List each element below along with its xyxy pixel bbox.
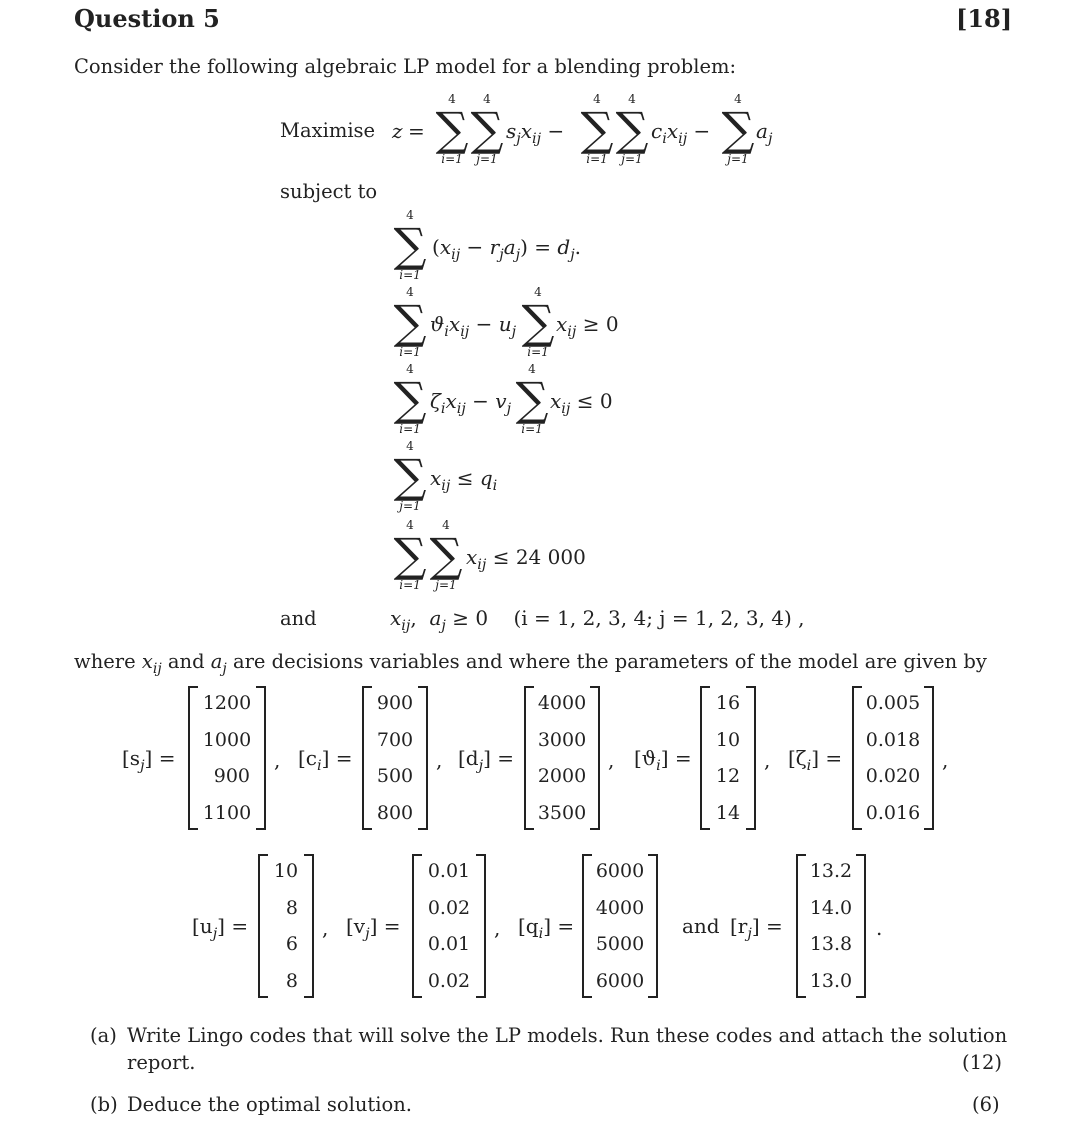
r-label: $[r_j]$ =	[730, 914, 783, 943]
constraint-2: 4 ∑ i=1 $ϑ_ix_{ij} - u_j$ 4 ∑ i=1 $x_{ij} \ge 0$	[393, 285, 619, 359]
u-label: $[u_j]$ =	[192, 914, 249, 943]
constraint-1: 4 ∑ i=1 $(x_{ij} - r_ja_j) = d_j$.	[393, 208, 582, 282]
maximise-label: Maximise	[280, 119, 376, 142]
s-label: $[s_j]$ =	[122, 746, 176, 775]
theta-label: $[ϑ_i]$ =	[634, 746, 692, 775]
zeta-label: $[\zeta_i]$ =	[788, 746, 843, 775]
question-marks: [18]	[956, 4, 1013, 33]
question-title: Question 5	[74, 4, 220, 33]
where-text: where $x_{ij}$ and $a_j$ are decisions variables and where the parameters of the model are given by	[74, 650, 987, 677]
c-label: $[c_i]$ =	[298, 746, 353, 775]
part-a-text-2: report.	[127, 1051, 196, 1074]
d-matrix: 4000 3000 2000 3500	[524, 686, 600, 830]
d-label: $[d_j]$ =	[458, 746, 514, 775]
part-a-marks: (12)	[962, 1051, 1003, 1074]
q-matrix: 6000 4000 5000 6000	[582, 854, 658, 998]
nonnegativity: $x_{ij}$, $a_j \ge 0$ (i = 1, 2, 3, 4; j = 1, 2, 3, 4) ,	[390, 606, 805, 635]
q-label: $[q_i]$ =	[518, 914, 575, 943]
s-matrix: 1200 1000 900 1100	[188, 686, 266, 830]
intro-text: Consider the following algebraic LP model for a blending problem:	[74, 55, 737, 78]
zeta-matrix: 0.005 0.018 0.020 0.016	[852, 686, 934, 830]
part-b-marks: (6)	[972, 1093, 1000, 1116]
r-matrix: 13.2 14.0 13.8 13.0	[796, 854, 866, 998]
subject-to-label: subject to	[280, 180, 378, 203]
part-b-label: (b)	[90, 1093, 118, 1116]
and-word: and	[682, 914, 720, 938]
objective-function: z = 4 ∑ i=1 4 ∑ j=1 $s_jx_{ij}$ − 4 ∑ i=1 4 ∑ j=1 $c_ix_{ij}$ − 4 ∑ j=1 $a_j$	[392, 92, 773, 166]
constraint-3: 4 ∑ i=1 $\zeta_ix_{ij} - v_j$ 4 ∑ i=1 $x_{ij} \le 0$	[393, 362, 613, 436]
constraint-4: 4 ∑ j=1 $x_{ij} \le q_i$	[393, 439, 498, 513]
and-label: and	[280, 607, 317, 630]
v-label: $[v_j]$ =	[346, 914, 401, 943]
constraint-5: 4 ∑ i=1 4 ∑ j=1 $x_{ij} \le 24$ 000	[393, 518, 586, 592]
part-a-label: (a)	[90, 1024, 117, 1047]
part-a-text-1: Write Lingo codes that will solve the LP models. Run these codes and attach the solution	[127, 1024, 1008, 1047]
theta-matrix: 16 10 12 14	[700, 686, 756, 830]
c-matrix: 900 700 500 800	[362, 686, 428, 830]
v-matrix: 0.01 0.02 0.01 0.02	[412, 854, 486, 998]
part-b-text: Deduce the optimal solution.	[127, 1093, 412, 1116]
u-matrix: 10 8 6 8	[258, 854, 314, 998]
